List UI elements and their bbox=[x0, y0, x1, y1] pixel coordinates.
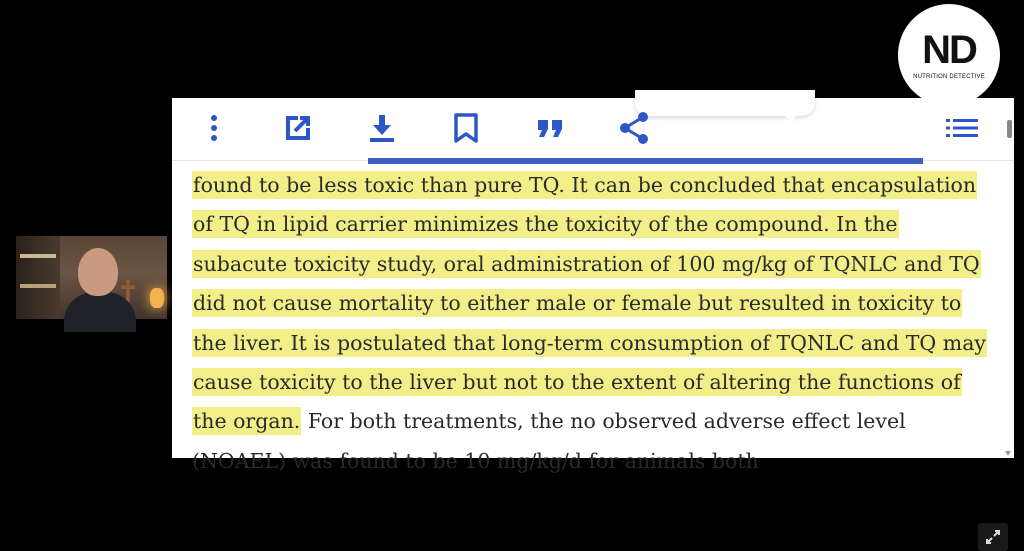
document-reader bbox=[172, 98, 1014, 473]
text-line bbox=[192, 284, 992, 323]
reader-toolbar bbox=[172, 98, 1014, 161]
fullscreen-button[interactable] bbox=[978, 523, 1008, 551]
highlighted-text: the liver. It is postulated that long-term consumption of TQNLC and TQ may bbox=[193, 330, 986, 355]
highlighted-text: did not cause mortality to either male or female but resulted in toxicity to bbox=[193, 291, 962, 316]
logo-caption: NUTRITION DETECTIVE bbox=[913, 74, 985, 80]
logo-mark: ND bbox=[922, 28, 976, 72]
expand-icon bbox=[985, 529, 1001, 545]
text-line bbox=[192, 205, 992, 244]
highlighted-text: cause toxicity to the liver but not to the extent of altering the functions of bbox=[193, 370, 961, 395]
bookmark-icon[interactable] bbox=[448, 110, 484, 146]
more-vertical-icon[interactable] bbox=[196, 110, 232, 146]
quote-icon[interactable] bbox=[532, 110, 568, 146]
wall-cross bbox=[126, 280, 130, 302]
download-icon[interactable] bbox=[364, 110, 400, 146]
salt-lamp bbox=[150, 288, 164, 308]
reading-progress-bar bbox=[368, 158, 923, 164]
text-line bbox=[192, 363, 992, 402]
scroll-down-arrow-icon[interactable] bbox=[1005, 451, 1011, 456]
presenter-head bbox=[78, 248, 118, 296]
plain-text: For both treatments, the no observed adverse effect level bbox=[301, 409, 906, 434]
plain-text: (NOAEL) was found to be 10 mg/kg/d for animals both bbox=[192, 448, 759, 473]
list-icon[interactable] bbox=[944, 110, 980, 146]
scrollbar-thumb[interactable] bbox=[1007, 120, 1012, 138]
text-line bbox=[192, 245, 992, 284]
highlighted-text: found to be less toxic than pure TQ. It can be concluded that encapsulation bbox=[193, 173, 977, 197]
share-icon[interactable] bbox=[616, 110, 652, 146]
highlighted-text: the organ. bbox=[193, 409, 301, 434]
webcam-video bbox=[16, 236, 167, 319]
text-line bbox=[192, 442, 992, 481]
open-external-icon[interactable] bbox=[280, 110, 316, 146]
highlighted-text: subacute toxicity study, oral administration of 100 mg/kg of TQNLC and TQ bbox=[193, 251, 980, 276]
presenter-body bbox=[64, 292, 136, 332]
bookshelf bbox=[16, 236, 60, 319]
nutrition-detective-logo bbox=[898, 4, 1000, 106]
text-line bbox=[192, 324, 992, 363]
text-line bbox=[192, 166, 992, 205]
text-line bbox=[192, 402, 992, 441]
highlighted-text: of TQ in lipid carrier minimizes the toxicity of the compound. In the bbox=[193, 212, 898, 237]
document-text bbox=[192, 166, 992, 481]
